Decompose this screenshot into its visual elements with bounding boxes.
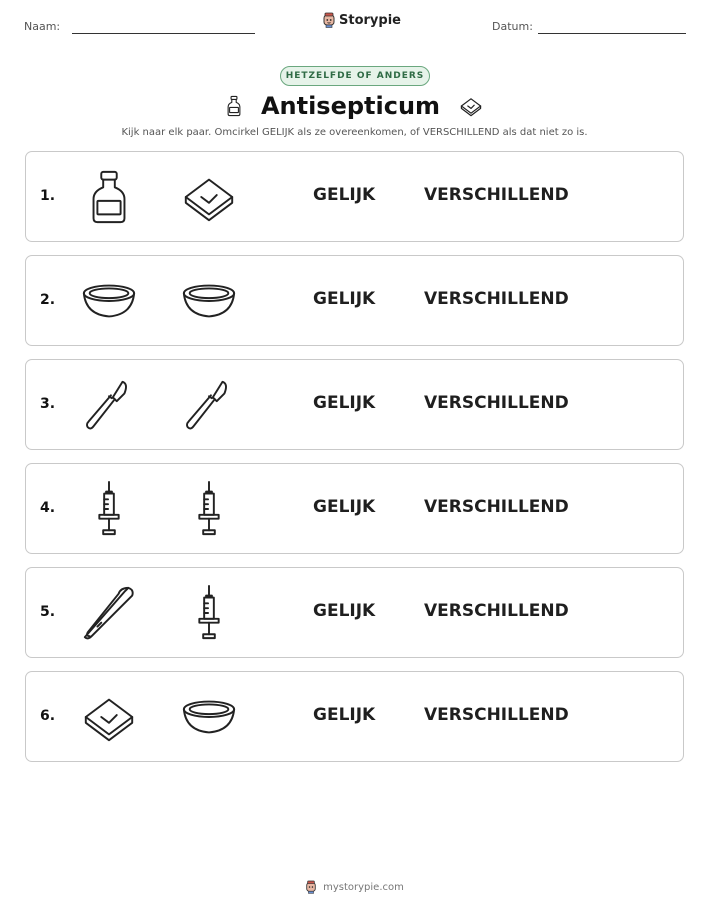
name-label: Naam:	[24, 20, 61, 33]
choice-same[interactable]: GELIJK	[313, 289, 376, 309]
syringe-icon	[180, 480, 238, 538]
question-row-2	[25, 255, 684, 346]
instructions: Kijk naar elk paar. Omcirkel GELIJK als ze overeenkomen, of VERSCHILLEND als dat niet zo is.	[121, 127, 588, 138]
question-row-6	[25, 671, 684, 762]
row-number: 5.	[40, 604, 56, 620]
storypie-mascot-icon	[322, 12, 336, 28]
tweezers-icon	[80, 584, 138, 642]
row-number: 2.	[40, 292, 56, 308]
choice-different[interactable]: VERSCHILLEND	[424, 289, 569, 309]
date-line[interactable]	[538, 33, 686, 34]
syringe-icon	[80, 480, 138, 538]
choice-different[interactable]: VERSCHILLEND	[424, 497, 569, 517]
choice-same[interactable]: GELIJK	[313, 497, 376, 517]
choice-different[interactable]: VERSCHILLEND	[424, 601, 569, 621]
bowl-icon	[180, 272, 238, 330]
footer	[0, 880, 709, 894]
row-number: 4.	[40, 500, 56, 516]
choice-same[interactable]: GELIJK	[313, 393, 376, 413]
scalpel-icon	[180, 376, 238, 434]
title-row	[0, 90, 709, 122]
bowl-icon	[180, 688, 238, 746]
choice-same[interactable]: GELIJK	[313, 705, 376, 725]
bowl-icon	[80, 272, 138, 330]
choice-different[interactable]: VERSCHILLEND	[424, 705, 569, 725]
bottle-icon	[223, 90, 245, 122]
page-title: Antisepticum	[260, 92, 441, 120]
choice-same[interactable]: GELIJK	[313, 601, 376, 621]
question-row-1	[25, 151, 684, 242]
question-row-5	[25, 567, 684, 658]
row-number: 3.	[40, 396, 56, 412]
choice-different[interactable]: VERSCHILLEND	[424, 185, 569, 205]
worksheet-tag: HETZELFDE OF ANDERS	[280, 66, 430, 86]
date-label: Datum:	[492, 20, 533, 33]
name-line[interactable]	[72, 33, 255, 34]
choice-different[interactable]: VERSCHILLEND	[424, 393, 569, 413]
bottle-icon	[80, 168, 138, 226]
gauze-pad-icon	[80, 688, 138, 746]
row-number: 1.	[40, 188, 56, 204]
question-row-3	[25, 359, 684, 450]
gauze-pad-icon	[180, 168, 238, 226]
gauze-pad-icon	[456, 94, 486, 118]
choice-same[interactable]: GELIJK	[313, 185, 376, 205]
scalpel-icon	[80, 376, 138, 434]
footer-link[interactable]: mystorypie.com	[323, 881, 404, 893]
brand-name: Storypie	[339, 12, 401, 28]
storypie-mascot-icon	[305, 880, 317, 894]
brand-logo	[322, 12, 401, 28]
row-number: 6.	[40, 708, 56, 724]
syringe-icon	[180, 584, 238, 642]
question-row-4	[25, 463, 684, 554]
